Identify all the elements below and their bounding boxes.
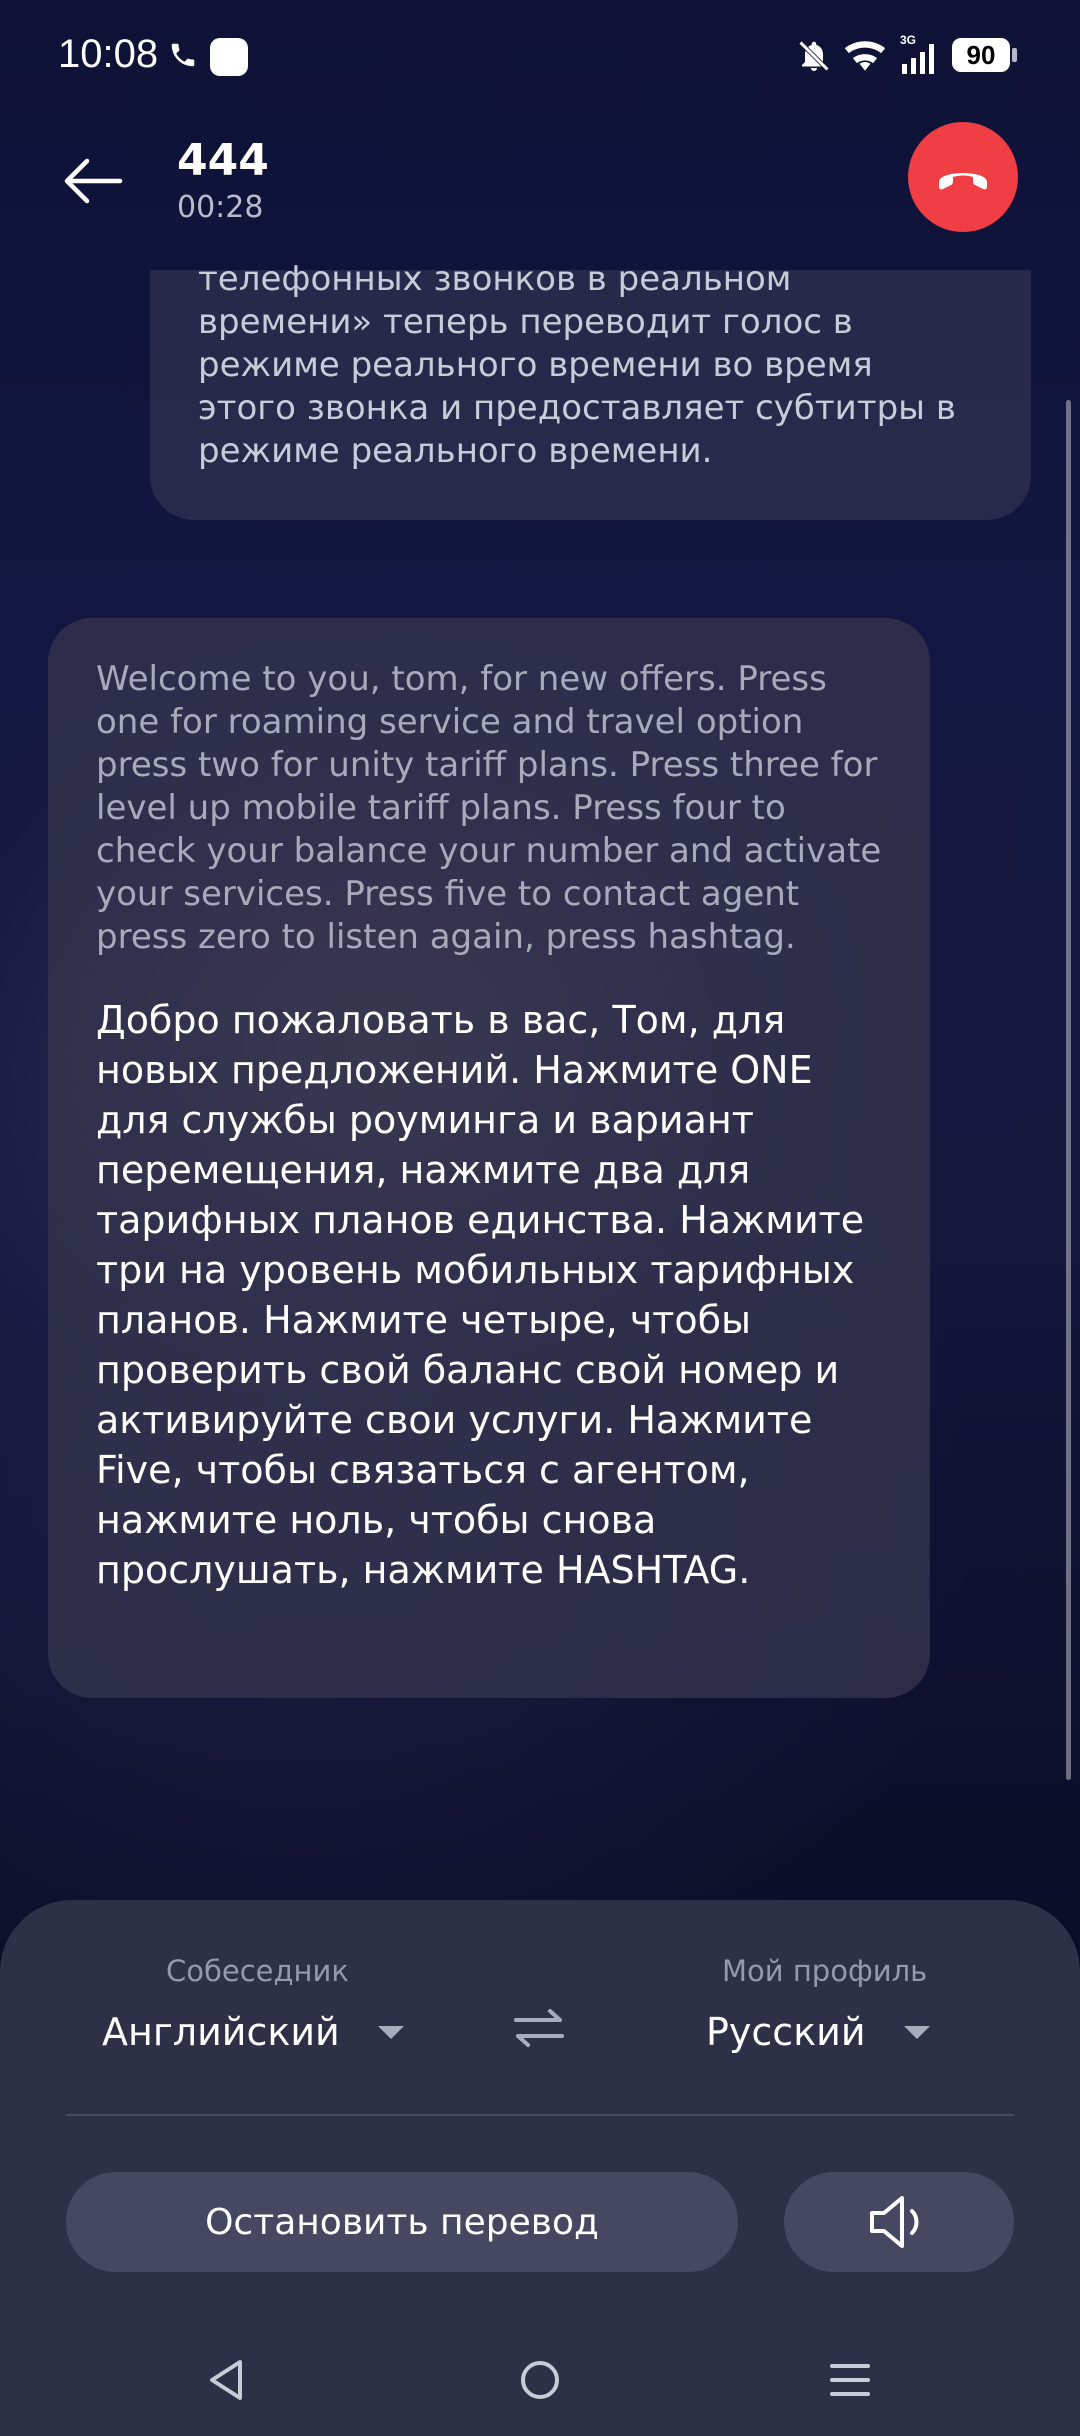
transcript-area[interactable]: [0, 259, 1080, 1900]
status-time: 10:08: [58, 32, 159, 76]
translation-panel: [0, 1900, 1080, 2436]
back-button[interactable]: [58, 146, 128, 216]
battery-icon: 90: [952, 38, 1010, 72]
menu-lines-icon: [828, 2360, 872, 2400]
circle-home-icon: [518, 2358, 562, 2402]
navigation-bar: [0, 2330, 1080, 2436]
scrollbar[interactable]: [1066, 400, 1071, 1780]
nav-back-button[interactable]: [196, 2350, 256, 2410]
phone-hangup-icon: [935, 162, 991, 192]
swap-languages-button[interactable]: [512, 2006, 566, 2054]
call-duration: 00:28: [177, 190, 264, 225]
caller-language-caption: Собеседник: [166, 1954, 349, 1988]
hang-up-button[interactable]: [908, 122, 1018, 232]
arrow-left-icon: [63, 158, 123, 204]
speaker-icon: [868, 2194, 930, 2250]
wifi-icon: [843, 36, 887, 78]
nav-home-button[interactable]: [510, 2350, 570, 2410]
my-language-dropdown[interactable]: [706, 2010, 930, 2054]
bell-off-icon: [796, 38, 832, 78]
caller-message: [48, 618, 930, 1698]
status-bar: [0, 0, 1080, 110]
call-number: 444: [177, 135, 269, 186]
speaker-button[interactable]: [784, 2172, 1014, 2272]
phone-icon: [168, 38, 198, 76]
nav-recents-button[interactable]: [820, 2350, 880, 2410]
my-language-caption: Мой профиль: [722, 1954, 928, 1988]
battery-tip: [1012, 48, 1017, 62]
original-text: Welcome to you, tom, for new offers. Press one for roaming service and travel option press two for unity tariff plans. Press three for level up mobile tariff plans. Press four to check your balance your number and activate your services. Press five to contact agent press zero to listen again, press hashtag.: [96, 659, 882, 957]
info-message-text: телефонных звонков в реальном времени» теперь переводит голос в режиме реального времени во время этого звонка и предоставляет субтитры в режиме реального времени.: [198, 259, 956, 471]
chevron-down-icon: [378, 2026, 404, 2039]
signal-icon: [900, 32, 940, 80]
app-square-icon: [210, 38, 248, 76]
translated-text: Добро пожаловать в вас, Том, для новых предложений. Нажмите ONE для службы роуминга и вариант перемещения, нажмите два для тарифных планов единства. Нажмите три на уровень мобильных тарифных планов. Нажмите четыре, чтобы проверить свой баланс свой номер и активируйте свои услуги. Нажмите Five, чтобы связаться с агентом, нажмите ноль, чтобы снова прослушать, нажмите HASHTAG.: [96, 998, 865, 1592]
stop-translation-button[interactable]: Остановить перевод: [66, 2172, 738, 2272]
info-message: [150, 259, 1031, 520]
divider: [66, 2114, 1014, 2116]
chevron-down-icon: [904, 2026, 930, 2039]
caller-language-dropdown[interactable]: [102, 2010, 404, 2054]
my-language-value: Русский: [706, 2010, 866, 2054]
network-type-label: 3G: [900, 33, 917, 47]
triangle-back-icon: [206, 2358, 246, 2402]
swap-icon: [512, 2006, 566, 2050]
caller-language-value: Английский: [102, 2010, 340, 2054]
